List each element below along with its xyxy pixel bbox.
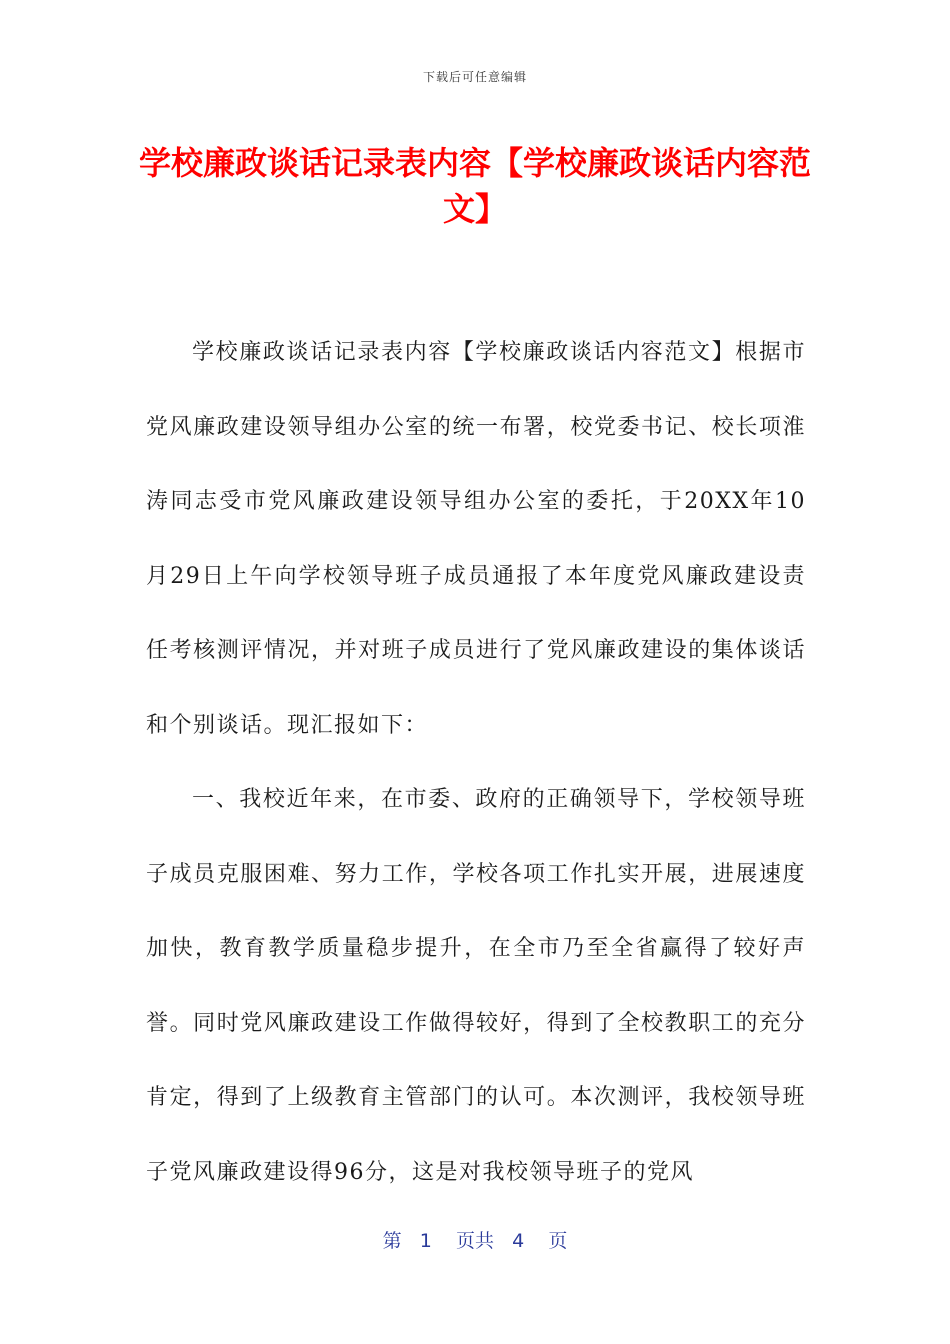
- footer-prefix: 第: [382, 1230, 402, 1252]
- page-footer: [0, 1226, 950, 1253]
- document-body: [146, 316, 806, 1210]
- body-paragraph: 一、我校近年来，在市委、政府的正确领导下，学校领导班子成员克服困难、努力工作，学校各项工作扎实开展，进展速度加快，教育教学质量稳步提升，在全市乃至全省赢得了较好声誉。同时党风廉政建设工作做得较好，得到了全校教职工的充分肯定，得到了上级教育主管部门的认可。本次测评，我校领导班子党风廉政建设得96分，这是对我校领导班子的党风: [146, 787, 806, 1185]
- document-title: 学校廉政谈话记录表内容【学校廉政谈话内容范文】: [138, 144, 811, 228]
- body-paragraph: 学校廉政谈话记录表内容【学校廉政谈话内容范文】根据市党风廉政建设领导组办公室的统一布署，校党委书记、校长项淮涛同志受市党风廉政建设领导组办公室的委托，于20XX年10月29日上午向学校领导班子成员通报了本年度党风廉政建设责任考核测评情况，并对班子成员进行了党风廉政建设的集体谈话和个别谈话。现汇报如下：: [146, 340, 806, 738]
- current-page-number: 1: [419, 1230, 432, 1252]
- header-note: 下载后可任意编辑: [422, 70, 527, 84]
- footer-suffix: 页: [548, 1230, 568, 1252]
- total-pages-number: 4: [512, 1230, 525, 1252]
- footer-middle: 页共: [455, 1230, 494, 1252]
